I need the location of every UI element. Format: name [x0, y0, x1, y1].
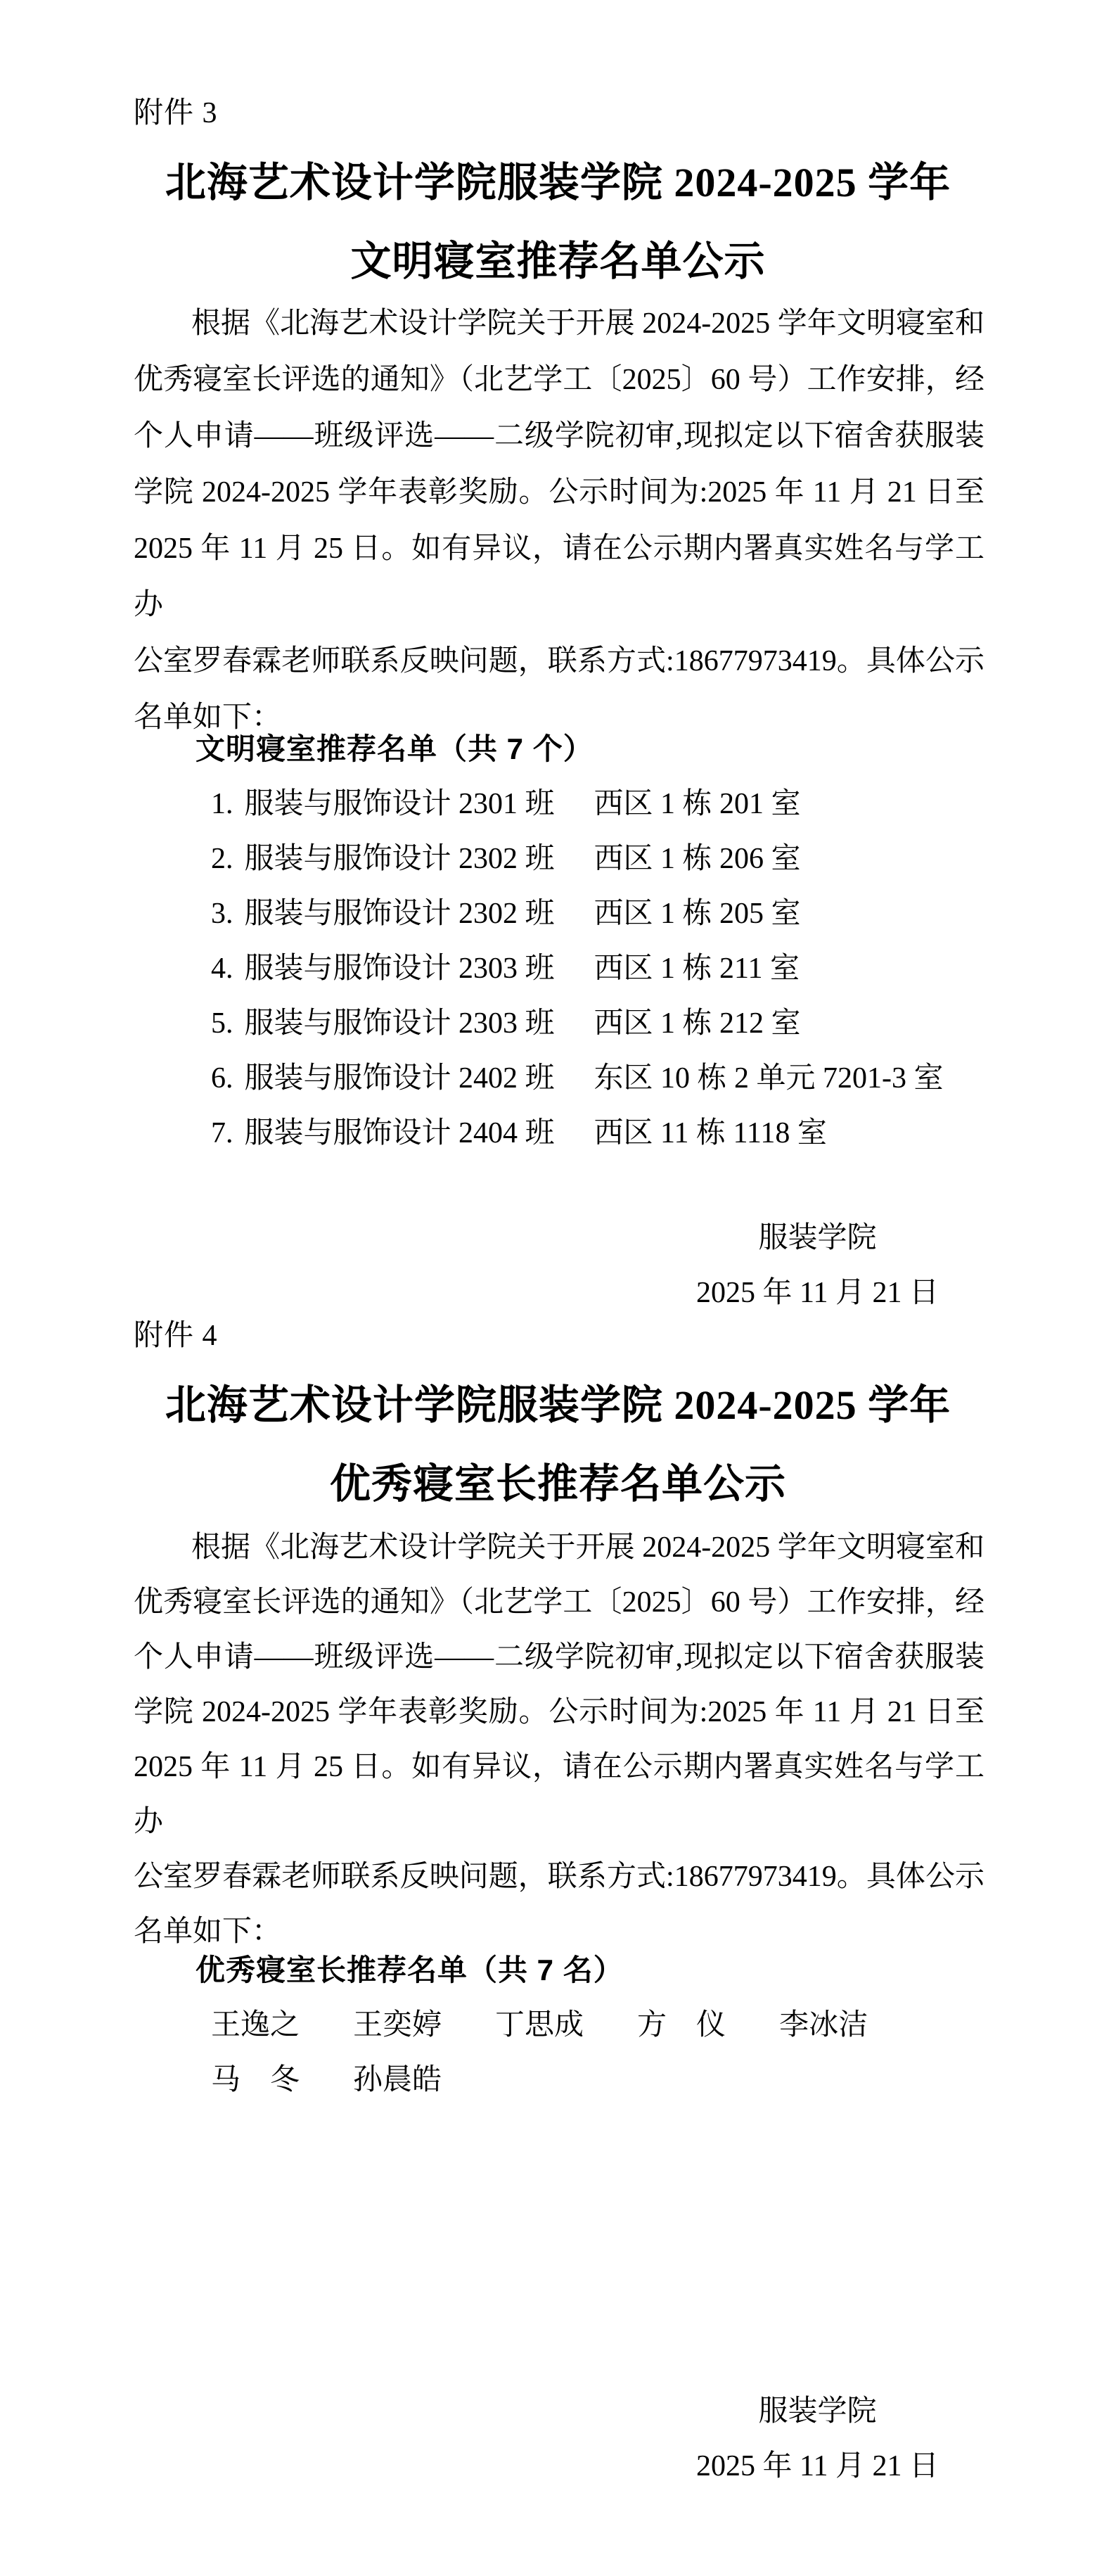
- room-location: 东区 10 栋 2 单元 7201-3 室: [594, 1062, 944, 1095]
- paragraph-line: 公室罗春霖老师联系反映问题，联系方式:18677973419。具体公示: [134, 645, 984, 677]
- room-location: 西区 1 栋 205 室: [594, 898, 801, 930]
- paragraph-line: 名单如下：: [134, 1915, 282, 1948]
- paragraph-line: 个人申请——班级评选——二级学院初审,现拟定以下宿舍获服装: [134, 420, 984, 452]
- item-number: 2.: [211, 843, 233, 875]
- dorm-list-item: [195, 996, 1011, 1051]
- paragraph-line: 学院 2024-2025 学年表彰奖励。公示时间为:2025 年 11 月 21 日至: [134, 1696, 984, 1728]
- paragraph-line: 优秀寝室长评选的通知》（北艺学工〔2025〕60 号）工作安排，经: [134, 364, 984, 396]
- dorm-list-item: [195, 1051, 1011, 1106]
- item-number: 5.: [211, 1007, 233, 1040]
- paragraph-line: 2025 年 11 月 25 日。如有异议，请在公示期内署真实姓名与学工办: [134, 533, 984, 621]
- student-name: 王奕婷: [353, 2009, 442, 2041]
- attachment4-title: [0, 1366, 1116, 1524]
- attachment3-label: 附件 3: [134, 97, 218, 129]
- attachment4-signature: [696, 2384, 939, 2494]
- attachment4-title-line2: 优秀寝室长推荐名单公示: [329, 1461, 786, 1507]
- room-location: 西区 1 栋 201 室: [594, 788, 801, 820]
- item-number: 7.: [211, 1117, 233, 1149]
- names-row: [195, 1998, 1011, 2053]
- attachment4-paragraph: [134, 1520, 984, 1959]
- paragraph-line: 个人申请——班级评选——二级学院初审,现拟定以下宿舍获服装: [134, 1641, 984, 1673]
- dorm-list-item: [195, 941, 1011, 996]
- attachment3-title-line1: 北海艺术设计学院服装学院 2024-2025 学年: [165, 160, 951, 205]
- signature-date: 2025 年 11 月 21 日: [696, 1277, 939, 1309]
- item-number: 4.: [211, 952, 233, 985]
- room-location: 西区 1 栋 211 室: [594, 952, 800, 985]
- class-name: 服装与服饰设计 2404 班: [244, 1117, 555, 1149]
- paragraph-line: 学院 2024-2025 学年表彰奖励。公示时间为:2025 年 11 月 21 日至: [134, 476, 984, 509]
- class-name: 服装与服饰设计 2301 班: [244, 788, 555, 820]
- signature-org: 服装学院: [758, 2395, 877, 2428]
- student-name: 孙晨皓: [353, 2064, 442, 2096]
- attachment4-title-line1: 北海艺术设计学院服装学院 2024-2025 学年: [165, 1382, 951, 1428]
- class-name: 服装与服饰设计 2302 班: [244, 898, 555, 930]
- attachment3-signature: [696, 1211, 939, 1320]
- item-number: 1.: [211, 788, 233, 820]
- civilized-dorm-list-header: 文明寝室推荐名单（共 7 个）: [195, 732, 594, 765]
- attachment3-title-line2: 文明寝室推荐名单公示: [350, 238, 766, 284]
- paragraph-line: 公室罗春霖老师联系反映问题，联系方式:18677973419。具体公示: [134, 1861, 984, 1893]
- class-name: 服装与服饰设计 2302 班: [244, 843, 555, 875]
- names-row: [195, 2053, 1011, 2108]
- attachment3-paragraph: [134, 295, 984, 746]
- paragraph-line: 根据《北海艺术设计学院关于开展 2024-2025 学年文明寝室和: [191, 1531, 984, 1564]
- student-name: 马 冬: [211, 2064, 300, 2096]
- dorm-list-item: [195, 1106, 1011, 1161]
- dorm-list-item: [195, 831, 1011, 886]
- room-location: 西区 1 栋 212 室: [594, 1007, 801, 1040]
- room-location: 西区 11 栋 1118 室: [594, 1117, 827, 1149]
- dorm-list-item: [195, 886, 1011, 941]
- signature-date: 2025 年 11 月 21 日: [696, 2450, 939, 2482]
- civilized-dorm-list: [195, 722, 1011, 1161]
- student-name: 丁思成: [495, 2009, 584, 2041]
- class-name: 服装与服饰设计 2303 班: [244, 1007, 555, 1040]
- student-name: 方 仪: [637, 2009, 726, 2041]
- attachment4-label: 附件 4: [134, 1320, 218, 1352]
- attachment3-title: [0, 144, 1116, 301]
- item-number: 6.: [211, 1062, 233, 1095]
- student-name: 王逸之: [211, 2009, 300, 2041]
- paragraph-line: 根据《北海艺术设计学院关于开展 2024-2025 学年文明寝室和: [191, 307, 984, 340]
- paragraph-line: 名单如下：: [134, 701, 282, 734]
- excellent-dorm-leader-list: [195, 1943, 1011, 2108]
- paragraph-line: 优秀寝室长评选的通知》（北艺学工〔2025〕60 号）工作安排，经: [134, 1586, 984, 1619]
- paragraph-line: 2025 年 11 月 25 日。如有异议，请在公示期内署真实姓名与学工办: [134, 1751, 984, 1838]
- dorm-leader-list-header: 优秀寝室长推荐名单（共 7 名）: [195, 1953, 624, 1987]
- dorm-list-item: [195, 777, 1011, 831]
- item-number: 3.: [211, 898, 233, 930]
- signature-org: 服装学院: [758, 1222, 877, 1254]
- student-name: 李冰洁: [779, 2009, 868, 2041]
- class-name: 服装与服饰设计 2402 班: [244, 1062, 555, 1095]
- class-name: 服装与服饰设计 2303 班: [244, 952, 555, 985]
- room-location: 西区 1 栋 206 室: [594, 843, 801, 875]
